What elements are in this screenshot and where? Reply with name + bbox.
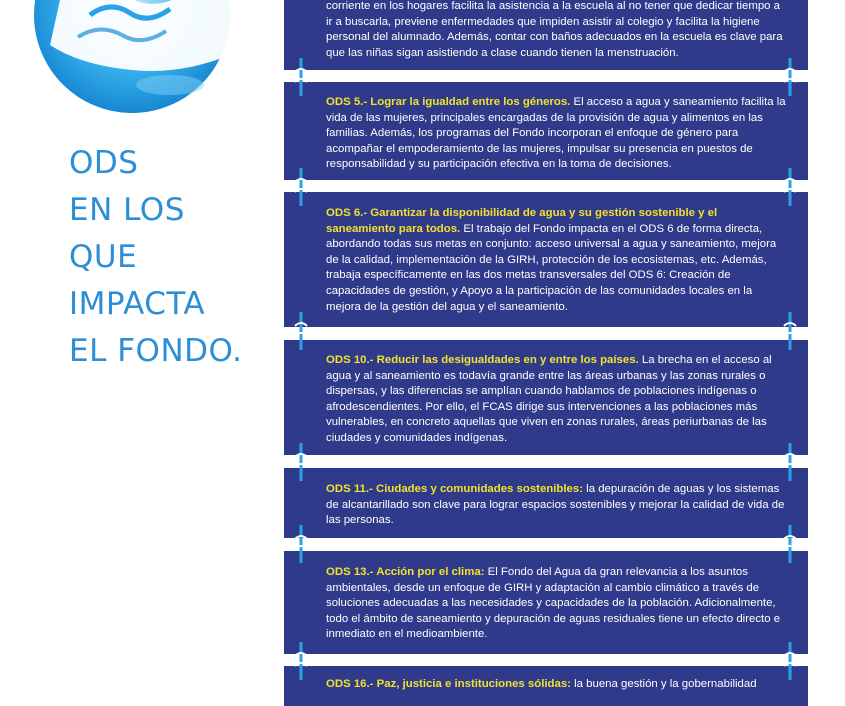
heading-line: EL FONDO. bbox=[69, 333, 243, 369]
ring-clip-icon bbox=[782, 58, 798, 96]
ods-heading bbox=[69, 140, 243, 375]
ring-clip-icon bbox=[782, 168, 798, 206]
ring-clip-icon bbox=[293, 168, 309, 206]
ods-card bbox=[284, 0, 808, 70]
ods-card bbox=[284, 82, 808, 180]
ring-clip-icon bbox=[293, 312, 309, 350]
heading-line: EN LOS bbox=[69, 192, 185, 228]
ods-card bbox=[284, 192, 808, 327]
card-highlight: ODS 5.- Lograr la igualdad entre los géneros. bbox=[326, 96, 571, 108]
card-text: La brecha en el acceso al agua y al saneamiento es todavía grande entre las áreas urbanas y las zonas rurales o dispersas, y las diferencias se amplían cuando hablamos de poblaciones indígenas o afrodescendientes. Por ello, el FCAS dirige sus intervenciones a las poblaciones más vulnerables, en concreto aquellas que viven en zonas rurales, áreas periurbanas de las ciudades y comunidades indígenas. bbox=[326, 354, 772, 444]
ring-clip-icon bbox=[782, 312, 798, 350]
ring-clip-icon bbox=[293, 58, 309, 96]
card-highlight: ODS 11.- Ciudades y comunidades sostenibles: bbox=[326, 483, 583, 495]
card-text: El Fondo del Agua da gran relevancia a los asuntos ambientales, desde un enfoque de GIRH y adaptación al cambio climático a través de soluciones adecuadas a las necesidades y capacidades de la población. Adicionalmente, todo el ámbito de saneamiento y depuración de aguas residuales tiene un efecto directo e inmediato en el medioambiente. bbox=[326, 566, 781, 641]
card-text: corriente en los hogares facilita la asistencia a la escuela al no tener que dedicar tiempo a ir a buscarla, previene enfermedades que impiden asistir al colegio y facilita la higiene personal del alumnado. Además, contar con baños adecuados en la escuela es clave para que las niñas sigan asistiendo a clase cuando tienen la menstruación. bbox=[326, 0, 783, 59]
ring-clip-icon bbox=[293, 642, 309, 680]
ods-card bbox=[284, 666, 808, 706]
card-highlight: ODS 6.- Garantizar la disponibilidad de agua y su gestión sostenible y el saneamiento para todos. bbox=[326, 207, 718, 235]
heading-line: ODS bbox=[69, 145, 139, 181]
ring-clip-icon bbox=[293, 443, 309, 481]
ring-clip-icon bbox=[782, 525, 798, 563]
heading-line: QUE bbox=[69, 239, 138, 275]
card-highlight: ODS 16.- Paz, justicia e instituciones sólidas: bbox=[326, 678, 571, 690]
heading-line: IMPACTA bbox=[69, 286, 206, 322]
card-text: El trabajo del Fondo impacta en el ODS 6 de forma directa, abordando todas sus metas en conjunto: acceso universal a agua y saneamiento, mejora de la calidad, implementación de la GIRH, protección de los ecosistemas, etc. Además, trabaja específicamente en las dos metas transversales del ODS 6: Creación de capacidades de gestión, y Apoyo a la participación de las comunidades locales en la mejora de la gestión del agua y el saneamiento. bbox=[326, 222, 777, 313]
card-text: El acceso a agua y saneamiento facilita la vida de las mujeres, principales encargadas de la provisión de agua y alimentos en las familias. Además, los programas del Fondo incorporan el enfoque de género para acompañar el empoderamiento de las mujeres, impulsar su presencia en puestos de responsabilidad y su participación efectiva en la toma de decisiones. bbox=[326, 96, 786, 171]
card-text: la buena gestión y la gobernabilidad bbox=[570, 678, 757, 690]
card-text: la depuración de aguas y los sistemas de alcantarillado son clave para lograr espacios sostenibles y mejorar la calidad de vida de las personas. bbox=[326, 483, 785, 527]
ods-card bbox=[284, 340, 808, 455]
ring-clip-icon bbox=[782, 443, 798, 481]
ring-clip-icon bbox=[782, 642, 798, 680]
card-highlight: ODS 10.- Reducir las desigualdades en y entre los países. bbox=[326, 354, 639, 366]
ring-clip-icon bbox=[293, 525, 309, 563]
ods-card bbox=[284, 551, 808, 654]
water-drop-logo bbox=[30, 0, 235, 120]
ods-card bbox=[284, 468, 808, 538]
card-highlight: ODS 13.- Acción por el clima: bbox=[326, 566, 485, 578]
